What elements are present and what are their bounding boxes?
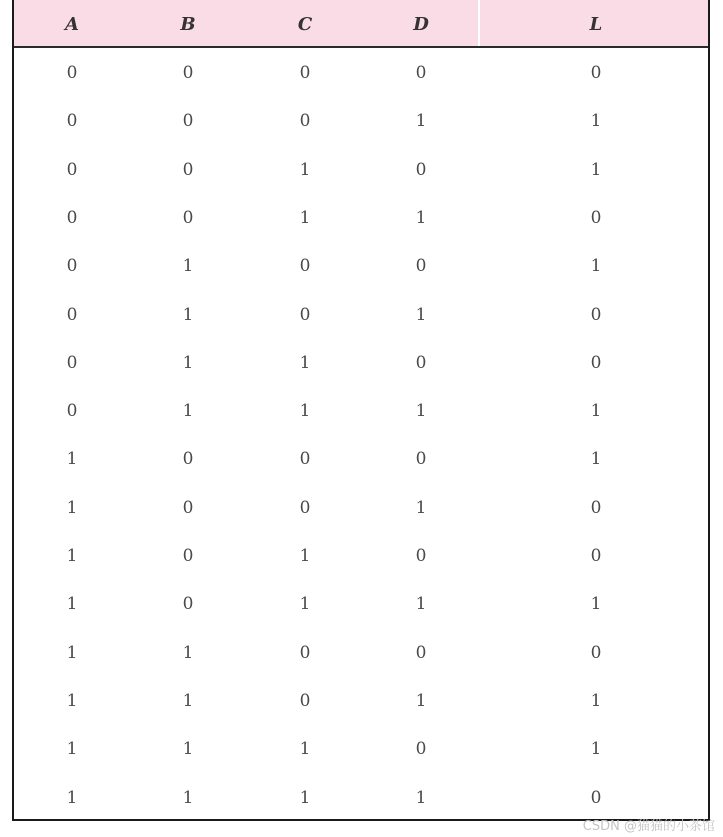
table-cell: 1 — [66, 690, 78, 711]
table-row — [14, 532, 708, 580]
table-cell: 1 — [299, 401, 311, 422]
table-cell: 0 — [182, 449, 194, 470]
table-cell: 1 — [590, 739, 602, 760]
table-cell: 1 — [590, 256, 602, 277]
table-row — [14, 291, 708, 339]
table-cell: 1 — [66, 449, 78, 470]
table-cell: 0 — [66, 304, 78, 325]
table-cell: 0 — [66, 207, 78, 228]
table-cell: 1 — [590, 594, 602, 615]
table-row — [14, 194, 708, 242]
header-cell-a: A — [65, 14, 79, 35]
table-cell: 1 — [182, 642, 194, 663]
table-cell: 0 — [415, 159, 427, 180]
table-cell: 1 — [590, 449, 602, 470]
table-cell: 0 — [299, 497, 311, 518]
table-cell: 0 — [415, 642, 427, 663]
table-cell: 0 — [415, 352, 427, 373]
table-cell: 1 — [182, 304, 194, 325]
table-cell: 1 — [415, 787, 427, 808]
table-cell: 1 — [66, 739, 78, 760]
table-cell: 0 — [299, 642, 311, 663]
header-cell-l: L — [589, 14, 603, 35]
table-cell: 0 — [415, 739, 427, 760]
table-cell: 1 — [182, 787, 194, 808]
table-row — [14, 580, 708, 628]
table-cell: 1 — [66, 497, 78, 518]
table-cell: 0 — [66, 111, 78, 132]
truth-table — [12, 0, 710, 821]
table-cell: 1 — [182, 256, 194, 277]
table-cell: 1 — [299, 546, 311, 566]
table-cell: 1 — [299, 159, 311, 180]
table-cell: 0 — [66, 352, 78, 373]
table-cell: 1 — [66, 642, 78, 663]
table-cell: 0 — [299, 111, 311, 132]
table-cell: 1 — [299, 207, 311, 228]
table-cell: 1 — [415, 594, 427, 615]
table-cell: 1 — [66, 546, 78, 566]
table-row — [14, 242, 708, 290]
table-row — [14, 387, 708, 435]
table-cell: 1 — [590, 401, 602, 422]
table-cell: 0 — [590, 497, 602, 518]
table-cell: 0 — [590, 207, 602, 228]
table-cell: 0 — [182, 159, 194, 180]
table-cell: 0 — [590, 63, 602, 83]
table-cell: 0 — [299, 256, 311, 277]
table-cell: 0 — [299, 449, 311, 470]
table-cell: 1 — [415, 690, 427, 711]
table-row — [14, 146, 708, 194]
table-cell: 0 — [66, 63, 78, 83]
table-cell: 0 — [66, 159, 78, 180]
table-cell: 0 — [415, 449, 427, 470]
table-cell: 1 — [182, 401, 194, 422]
table-row — [14, 629, 708, 677]
table-cell: 1 — [590, 159, 602, 180]
table-cell: 0 — [182, 111, 194, 132]
table-cell: 0 — [299, 690, 311, 711]
table-cell: 1 — [590, 111, 602, 132]
table-cell: 0 — [182, 497, 194, 518]
table-cell: 1 — [415, 497, 427, 518]
table-row — [14, 484, 708, 532]
table-cell: 1 — [182, 739, 194, 760]
table-cell: 1 — [66, 594, 78, 615]
table-cell: 1 — [415, 111, 427, 132]
header-divider — [478, 0, 480, 46]
table-row — [14, 97, 708, 145]
table-cell: 0 — [182, 207, 194, 228]
table-cell: 1 — [415, 304, 427, 325]
table-cell: 0 — [415, 546, 427, 566]
table-row — [14, 339, 708, 387]
table-cell: 0 — [182, 594, 194, 615]
table-cell: 1 — [590, 690, 602, 711]
table-cell: 1 — [182, 690, 194, 711]
table-cell: 0 — [66, 256, 78, 277]
table-cell: 0 — [415, 256, 427, 277]
table-row — [14, 725, 708, 773]
table-cell: 0 — [66, 401, 78, 422]
table-cell: 0 — [590, 546, 602, 566]
table-cell: 0 — [590, 787, 602, 808]
table-cell: 1 — [299, 739, 311, 760]
table-cell: 1 — [299, 787, 311, 808]
table-cell: 1 — [182, 352, 194, 373]
table-cell: 1 — [415, 207, 427, 228]
table-cell: 0 — [299, 304, 311, 325]
table-cell: 1 — [299, 352, 311, 373]
table-cell: 0 — [415, 63, 427, 83]
table-header — [14, 0, 708, 48]
header-cell-d: D — [413, 14, 429, 35]
table-row — [14, 49, 708, 97]
table-cell: 0 — [590, 642, 602, 663]
table-cell: 0 — [590, 352, 602, 373]
table-cell: 0 — [182, 63, 194, 83]
header-cell-c: C — [297, 14, 313, 35]
table-cell: 0 — [590, 304, 602, 325]
table-cell: 0 — [182, 546, 194, 566]
table-cell: 1 — [66, 787, 78, 808]
table-row — [14, 435, 708, 483]
header-cell-b: B — [180, 14, 196, 35]
watermark: CSDN @猫猫的小茶馆 — [582, 819, 715, 834]
table-cell: 0 — [299, 63, 311, 83]
table-row — [14, 677, 708, 725]
table-cell: 1 — [415, 401, 427, 422]
table-cell: 1 — [299, 594, 311, 615]
